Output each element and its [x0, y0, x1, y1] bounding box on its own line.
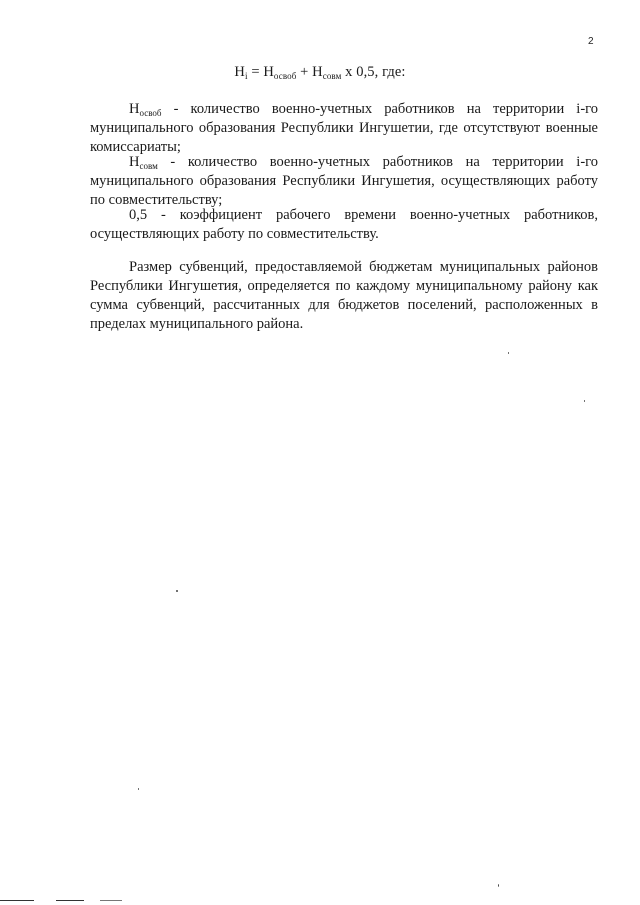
closing-paragraph: Размер субвенций, предоставляемой бюджетам муниципальных районов Республики Ингушетия, определяется по каждому муниципальному району как сумма субвенций, рассчитанных для бюджетов поселений, расположенных в пределах муниципального района. — [90, 259, 598, 332]
definition-osvob-text: - количество военно-учетных работников на территории i-го муниципального образования Республики Ингушетии, где отсутствуют военные комиссариаты; — [90, 101, 598, 155]
definition-sovm — [90, 153, 598, 210]
definition-sovm-symbol: Н — [129, 154, 140, 170]
scan-speck — [584, 400, 585, 402]
scan-edge-line — [56, 900, 84, 901]
formula-term1: Н — [263, 64, 274, 80]
formula-equals: = — [247, 64, 264, 80]
scan-speck — [508, 352, 509, 354]
definition-sovm-subscript: совм — [139, 161, 158, 171]
formula-term2-subscript: совм — [322, 71, 342, 81]
definition-coefficient: 0,5 - коэффициент рабочего времени военно-учетных работников, осуществляющих работу по совместительству. — [90, 207, 598, 242]
page-number: 2 — [588, 36, 594, 47]
formula-term2: Н — [312, 64, 323, 80]
definition-osvob — [90, 100, 598, 157]
definition-sovm-text: - количество военно-учетных работников на территории i-го муниципального образования Республики Ингушетия, осуществляющих работу по совместительству; — [90, 154, 598, 208]
scan-speck — [138, 788, 139, 790]
scan-speck — [176, 590, 178, 592]
formula-plus: + — [296, 64, 313, 80]
definition-osvob-subscript: освоб — [139, 108, 162, 118]
scan-speck — [498, 884, 499, 887]
formula-tail: х 0,5, где: — [341, 64, 406, 80]
definition-osvob-symbol: Н — [129, 101, 140, 117]
formula-term1-subscript: освоб — [273, 71, 297, 81]
formula-lhs-subscript: i — [245, 71, 248, 81]
scan-edge-line — [0, 900, 34, 901]
scan-edge-line — [100, 900, 122, 901]
formula — [0, 64, 640, 81]
formula-lhs: Н — [234, 64, 245, 80]
